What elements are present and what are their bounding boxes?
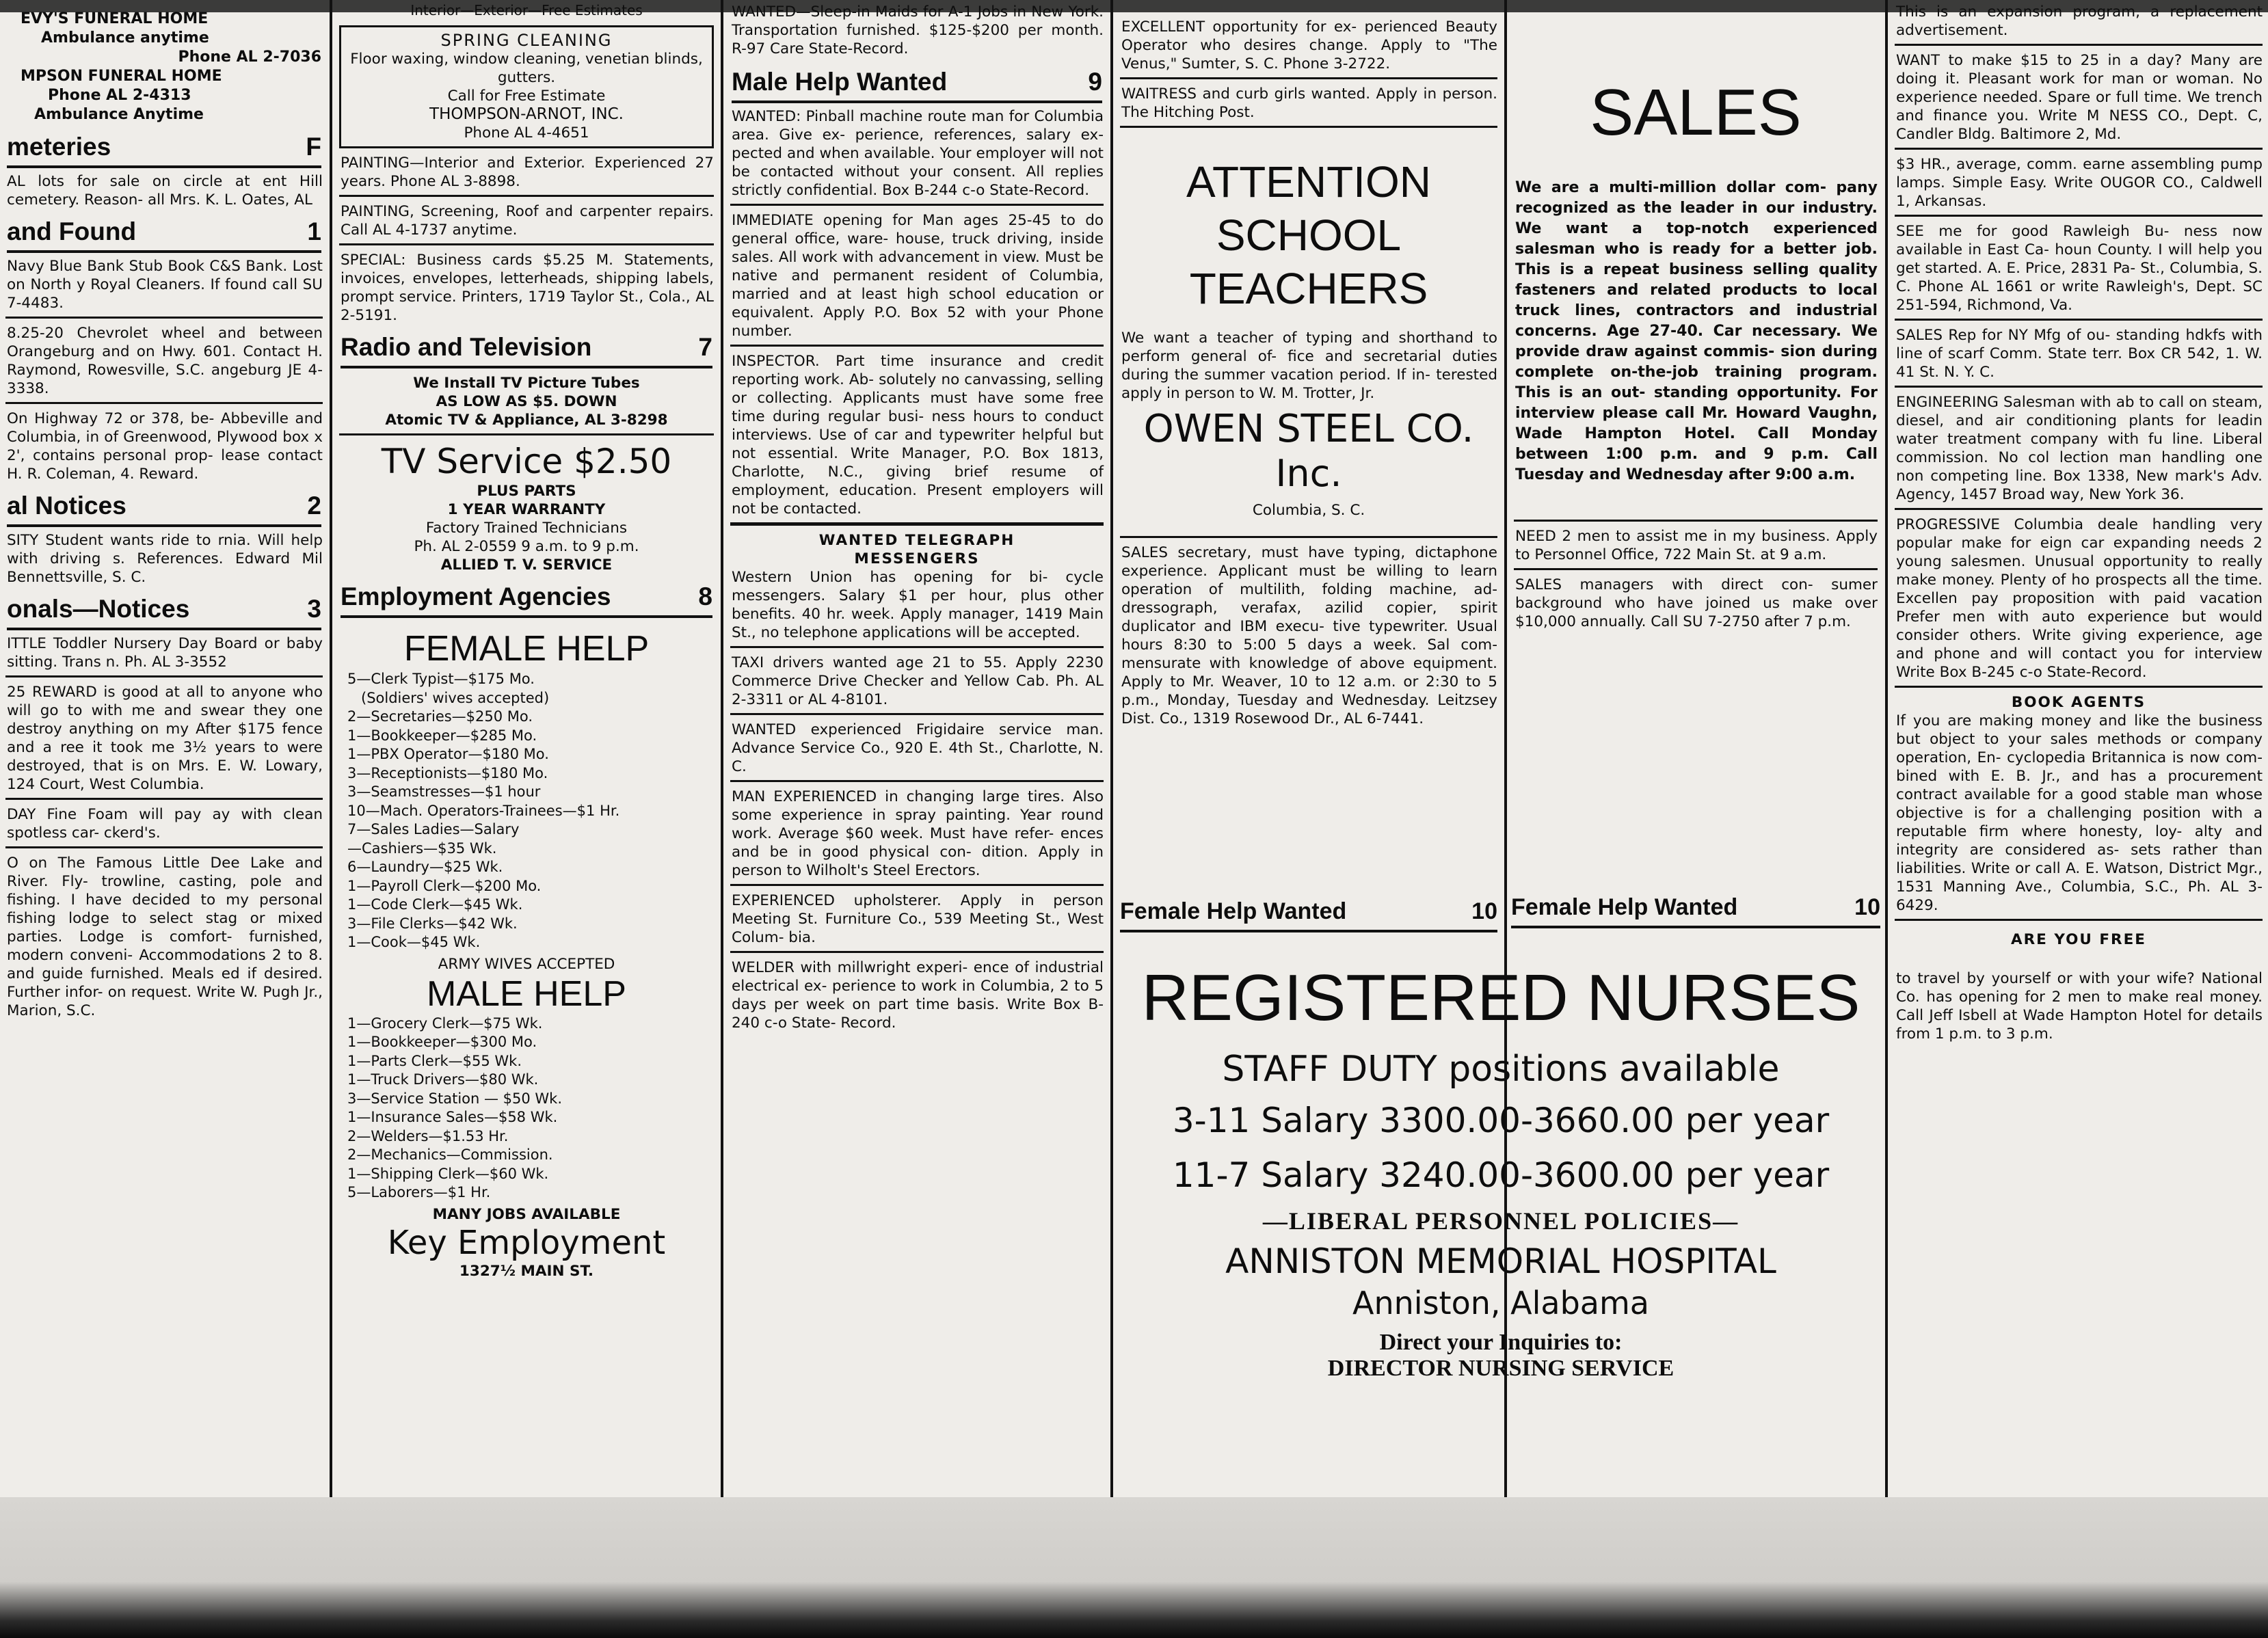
classified-ad: WAITRESS and curb girls wanted. Apply in person. The Hitching Post.: [1121, 85, 1497, 121]
column-rule: [721, 0, 723, 1504]
hospital-city: Anniston, Alabama: [1352, 1285, 1649, 1321]
classified-ad: WANTED: Pinball machine route man for Columbia area. Give ex- perience, references, salary ex- pected and when available. Your employer will not be contacted without your consent. All replies strictly confidential. Box B-244 c-o State-Record.: [732, 108, 1104, 199]
ad-line: Atomic TV & Appliance, AL 3-8298: [385, 412, 668, 429]
list-item: 3—File Clerks—$42 Wk.: [347, 915, 518, 932]
column-2: [334, 0, 719, 1497]
list-item: 1—Code Clerk—$45 Wk.: [347, 896, 523, 913]
staff-duty-line: [1128, 1045, 1873, 1093]
classified-ad: Navy Blue Bank Stub Book C&S Bank. Lost on North y Royal Cleaners. If found call SU 7-4483.: [7, 258, 323, 312]
salary-line: 3-11 Salary 3300.00-3660.00 per year: [1172, 1101, 1830, 1140]
scan-bottom-margin: [0, 1497, 2268, 1638]
classified-ad: PAINTING, Screening, Roof and carpenter repairs. Call AL 4-1737 anytime.: [341, 203, 714, 239]
ad-title: MESSENGERS: [854, 550, 980, 567]
classified-ad: Western Union has opening for bi- cycle messengers. Salary $1 per hour, plus other benefits. 40 hr. week. Apply manager, 1419 Main St., no telephone applications will be accepted.: [732, 569, 1104, 641]
classified-ad: SALES managers with direct con- sumer background who have joined us make over $10,000 annually. Call SU 7-2750 after 7 p.m.: [1515, 576, 1878, 630]
classified-ad: NEED 2 men to assist me in my business. Apply to Personnel Office, 722 Main St. at 9 a.m.: [1515, 528, 1878, 563]
section-header-radio-tv: Radio and Television 7: [341, 332, 712, 368]
ad-line: Factory Trained Technicians: [425, 520, 628, 537]
positions-text: positions available: [1448, 1049, 1780, 1090]
registered-nurses-ad: [1128, 940, 1873, 1382]
classified-ad: TAXI drivers wanted age 21 to 55. Apply 2230 Commerce Drive Checker and Yellow Cab. Ph. AL 2-3311 or AL 4-8101.: [732, 654, 1104, 708]
column-3: [725, 0, 1109, 1497]
nurses-title: REGISTERED NURSES: [1141, 961, 1860, 1034]
many-jobs-note: MANY JOBS AVAILABLE: [432, 1205, 621, 1223]
list-item: 2—Welders—$1.53 Hr.: [347, 1127, 509, 1144]
section-header-female-help-right: Female Help Wanted 10: [1508, 891, 1883, 928]
classified-ad: This is an expansion program, a replacement advertisement.: [1896, 3, 2263, 39]
classified-ad: ITTLE Toddler Nursery Day Board or baby sitting. Trans n. Ph. AL 3-3552: [7, 635, 323, 671]
classified-ad: WANTED experienced Frigidaire service man. Advance Service Co., 920 E. 4th St., Charlotte, N. C.: [732, 721, 1104, 775]
ad-line: PLUS PARTS: [477, 483, 576, 500]
tv-tubes-ad: [334, 374, 719, 429]
army-wives-note: ARMY WIVES ACCEPTED: [438, 955, 615, 973]
tv-service-ad: [334, 441, 719, 574]
section-header-personals: onals—Notices 3: [7, 593, 321, 630]
phone-text: Phone AL 2-4313: [48, 87, 191, 104]
list-item: 1—Shipping Clerk—$60 Wk.: [347, 1165, 549, 1182]
list-item: 1—Payroll Clerk—$200 Mo.: [347, 877, 542, 894]
ad-title: BOOK AGENTS: [2011, 694, 2146, 711]
column-rule: [1110, 0, 1113, 1504]
section-header-special-notices: al Notices 2: [7, 490, 321, 527]
classified-ad: O on The Famous Little Dee Lake and River. Fly- trowline, casting, pole and fishing. I have decided to my personal fishing lodge to select stag or mixed parties. Lodge is comfort- furnished, modern conveni- Accommodations 2 to 8. and guide furnished. Meals ed if desired. Further infor- on request. Write W. Pugh Jr., Marion, S.C.: [7, 855, 323, 1019]
classified-ad: SALES secretary, must have typing, dictaphone experience. Applicant must be willing to learn operation of multilith, folding machine, ad- dressograph, verafax, azilid copier, spirit duplicator and IBM execu- tive typewriter. Usual hours 8:30 to 5:00 5 days a week. Sal com- mensurate with knowledge of above equipment. Apply to Mr. Weaver, 10 to 12 a.m. or 2:30 to 5 p.m., Monday, Tuesday and Wednesday. Leitzsey Dist. Co., 1319 Rosewood Dr., AL 6-7441.: [1121, 544, 1497, 727]
classified-ad: IMMEDIATE opening for Man ages 25-45 to do general office, ware- house, truck driving, inside sales. All work with advancement in view. Must be native and permanent resident of Columbia, married and at least high school education or equivalent. Apply P.O. Box 52 with your Phone number.: [732, 212, 1104, 340]
classified-ad: $3 HR., average, comm. earne assembling pump lamps. Simple Easy. Write OUGOR CO., Caldwell 1, Arkansas.: [1896, 156, 2263, 210]
ad-company: ALLIED T. V. SERVICE: [440, 556, 613, 574]
list-item: 6—Laundry—$25 Wk.: [347, 859, 503, 875]
owen-steel-name: OWEN STEEL CO.: [1143, 407, 1474, 451]
classified-ad: On Highway 72 or 378, be- Abbeville and Columbia, in of Greenwood, Plywood box x 2', contains personal prop- lease contact H. R. Coleman, 4. Reward.: [7, 410, 323, 483]
ad-phone: Phone AL 4-4651: [464, 124, 589, 142]
list-item: 3—Service Station — $50 Wk.: [347, 1090, 563, 1107]
ad-company: THOMPSON-ARNOT, INC.: [429, 105, 624, 123]
ad-body: Call for Free Estimate: [447, 88, 606, 105]
list-item: —Cashiers—$35 Wk.: [347, 840, 497, 857]
section-header-lost-found: and Found 1: [7, 216, 321, 253]
list-item: 10—Mach. Operators-Trainees—$1 Hr.: [347, 802, 620, 819]
sales-title: SALES: [1590, 76, 1802, 149]
classified-ad: WANTED—Sleep-in Maids for A-1 Jobs in New York. Transportation furnished. $125-$200 per month. R-97 Care State-Record.: [732, 3, 1104, 57]
list-item: 1—Bookkeeper—$285 Mo.: [347, 727, 537, 744]
classified-ad: EXCELLENT opportunity for ex- perienced Beauty Operator who desires change. Apply to "The Venus," Sumter, S. C. Phone 3-2722.: [1121, 18, 1497, 72]
female-job-list: [347, 670, 712, 952]
list-item: 1—Grocery Clerk—$75 Wk.: [347, 1015, 543, 1032]
key-employment-title: Key Employment: [387, 1223, 666, 1262]
column-1: [0, 0, 328, 1497]
list-item: 1—Insurance Sales—$58 Wk.: [347, 1109, 558, 1125]
key-employment-address: 1327½ MAIN ST.: [459, 1262, 594, 1280]
male-help-title: MALE HELP: [427, 974, 626, 1014]
salary-line: 11-7 Salary 3240.00-3600.00 per year: [1172, 1155, 1830, 1195]
ad-line: Ph. AL 2-0559 9 a.m. to 9 p.m.: [414, 538, 639, 555]
attention-title: ATTENTION: [1186, 157, 1431, 206]
classified-ad: DAY Fine Foam will pay ay with clean spotless car- ckerd's.: [7, 806, 323, 842]
classified-ad: Interior—Exterior—Free Estimates: [410, 2, 643, 18]
classified-ad: MAN EXPERIENCED in changing large tires. Also some experience in spray painting. Year round work. Average $60 week. Must have refer- ences and be in good physical con- dition. Apply in person to Wilholt's Steel Erectors.: [732, 788, 1104, 879]
school-teachers-title: SCHOOL TEACHERS: [1189, 211, 1428, 313]
section-header-male-help: Male Help Wanted 9: [732, 66, 1102, 103]
ad-title: ARE YOU FREE: [2010, 931, 2146, 948]
owen-steel-inc: Inc.: [1275, 452, 1342, 495]
classified-ad: EXPERIENCED upholsterer. Apply in person Meeting St. Furniture Co., 539 Meeting St., West Colum- bia.: [732, 892, 1104, 946]
list-item: 1—Parts Clerk—$55 Wk.: [347, 1052, 522, 1069]
ad-title: SPRING CLEANING: [440, 31, 613, 50]
classified-ad: PROGRESSIVE Columbia deale handling very popular make for eign car expanding needs 2 young salesmen. Unusual opportunity to really make money. Plenty of ho prospects all the time. Excellen pay proposition with paid vacation Prefer men with auto experience but would consider others. Write giving experience, age and phone and will contact you for interview Write Box B-245 c-o State-Record.: [1896, 516, 2263, 681]
column-rule: [1885, 0, 1888, 1504]
ad-line: We Install TV Picture Tubes: [413, 375, 640, 392]
classified-ad: 25 REWARD is good at all to anyone who will go to with me and swear they one destroy anything on my After $175 fence and a ree it took me 3½ years to were destroyed, that is on Mrs. E. W. Lowary, 124 Court, West Columbia.: [7, 684, 323, 793]
classified-ad: SPECIAL: Business cards $5.25 M. Statements, invoices, envelopes, letterheads, shipping labels, prompt service. Printers, 1719 Taylor St., Cola., AL 2-5191.: [341, 252, 714, 324]
classified-ad: If you are making money and like the business but object to your sales methods or company operation, En- cyclopedia Britannica is now com- bined with E. B. Jr., and has a procurement contract available for a good stable man whose objective is for a challenging position with a reputable firm where honesty, loy- alty and integrity are considered as- sets rather than liabilities. Write or call A. E. Watson, District Mgr., 1531 Manning Ave., Columbia, S.C., Ph. AL 3-6429.: [1896, 712, 2263, 914]
funeral-home-name: MPSON FUNERAL HOME: [21, 68, 222, 85]
list-item: 1—Bookkeeper—$300 Mo.: [347, 1034, 537, 1050]
owen-steel-city: Columbia, S. C.: [1252, 502, 1365, 519]
list-item: (Soldiers' wives accepted): [361, 689, 550, 706]
classified-ad: SEE me for good Rawleigh Bu- ness now available in East Ca- houn County. I will help you get started. A. E. Price, 2831 Pa- St., Columbia, S. C. Phone AL 1661 or write Rawleigh's, Dept. SC 251-594, Richmond, Va.: [1896, 223, 2263, 314]
list-item: 5—Laborers—$1 Hr.: [347, 1184, 491, 1200]
director-text: DIRECTOR NURSING SERVICE: [1327, 1356, 1675, 1381]
classified-ad: SITY Student wants ride to rnia. Will help with driving s. References. Edward Mil Bennettsville, S. C.: [7, 532, 323, 586]
list-item: 3—Seamstresses—$1 hour: [347, 783, 541, 800]
classified-ad: We want a teacher of typing and shorthand to perform general of- fice and secretarial duties during the summer vacation period. If in- terested apply in person to W. M. Trotter, Jr.: [1121, 330, 1497, 402]
spring-cleaning-box: [339, 25, 714, 148]
section-header-cemeteries: meteries F: [7, 131, 321, 168]
list-item: 2—Mechanics—Commission.: [347, 1146, 553, 1163]
classified-ad: WANT to make $15 to 25 in a day? Many are doing it. Pleasant work for man or woman. No experience needed. Spare or full time. We trench and finance you. Write M NESS CO., Dept. C, Candler Bldg. Baltimore 2, Md.: [1896, 52, 2263, 143]
list-item: 1—PBX Operator—$180 Mo.: [347, 746, 549, 762]
column-6: [1889, 0, 2268, 1497]
section-header-employment-agencies: Employment Agencies 8: [341, 581, 712, 618]
list-item: 1—Cook—$45 Wk.: [347, 934, 481, 950]
ad-line: AS LOW AS $5. DOWN: [436, 393, 617, 410]
funeral-homes: [21, 10, 321, 124]
ad-title: TV Service $2.50: [381, 442, 672, 481]
classified-ad: WELDER with millwright experi- ence of industrial electrical ex- perience to work in Columbia, 2 to 5 days per week on part time basis. Write Box B-240 c-o State- Record.: [732, 959, 1104, 1032]
classified-ad: PAINTING—Interior and Exterior. Experienced 27 years. Phone AL 3-8898.: [341, 155, 714, 190]
hospital-name: ANNISTON MEMORIAL HOSPITAL: [1225, 1241, 1776, 1281]
female-help-title: FEMALE HELP: [403, 629, 650, 669]
classified-ad: We are a multi-million dollar com- pany recognized as the leader in our industry. We want a top-notch experienced salesman who is ready for a better job. This is a repeat business selling quality fasteners and related products to local truck lines, contractors and industrial concerns. Age 27-40. Car necessary. We provide draw against commis- sion during complete on-the-job training program. This is an out- standing opportunity. For interview please call Mr. Howard Vaughn, Wade Hampton Hotel. Call Monday between 1:00 p.m. and 9 p.m. Call Tuesday and Wednesday after 9:00 a.m.: [1515, 179, 1878, 483]
column-rule: [330, 0, 332, 1504]
list-item: 2—Secretaries—$250 Mo.: [347, 708, 533, 725]
male-job-list: [347, 1015, 712, 1203]
classified-ad: ENGINEERING Salesman with ab to call on steam, diesel, and air conditioning plants for leadin water treatment company with fu line. Liberal commission. No col lection man handling one non competing line. Box 1338, New mark's Adv. Agency, 1457 Broad way, New York 36.: [1896, 394, 2263, 503]
ad-line: 1 YEAR WARRANTY: [447, 501, 606, 518]
ad-title: WANTED TELEGRAPH: [818, 532, 1015, 549]
list-item: 7—Sales Ladies—Salary: [347, 821, 520, 837]
list-item: 5—Clerk Typist—$175 Mo.: [347, 671, 535, 687]
classified-ad: 8.25-20 Chevrolet wheel and between Orangeburg and on Hwy. 601. Contact H. Raymond, Rowesville, S.C. angeburg JE 4-3338.: [7, 325, 323, 397]
section-header-female-help-left: Female Help Wanted 10: [1117, 896, 1500, 932]
classified-ad: INSPECTOR. Part time insurance and credit reporting work. Ab- solutely no canvassing, selling or collecting. Applicants must have some free time during regular busi- ness hours to conduct interviews. Use of car and typewriter helpful but not essential. Write Manager, P.O. Box 1813, Charlotte, N.C., giving brief resume of employment, education. Present employers will not be contacted.: [732, 353, 1104, 518]
list-item: 1—Truck Drivers—$80 Wk.: [347, 1071, 539, 1088]
ambulance-text: Ambulance anytime: [41, 29, 209, 46]
staff-duty-text: STAFF DUTY: [1222, 1049, 1437, 1090]
classified-ad: to travel by yourself or with your wife? National Co. has opening for 2 men to make real money. Call Jeff Isbell at Wade Hampton Hotel for details from 1 p.m. to 3 p.m.: [1896, 970, 2263, 1043]
classified-ad: AL lots for sale on circle at ent Hill cemetery. Reason- all Mrs. K. L. Oates, AL: [7, 173, 323, 209]
inquiries-text: Direct your Inquiries to:: [1379, 1330, 1623, 1355]
funeral-home-name: EVY'S FUNERAL HOME: [21, 10, 209, 27]
ambulance-text: Ambulance Anytime: [34, 106, 204, 123]
phone-text: Phone AL 2-7036: [178, 49, 321, 66]
ad-body: Floor waxing, window cleaning, venetian blinds, gutters.: [350, 51, 703, 86]
list-item: 3—Receptionists—$180 Mo.: [347, 764, 548, 781]
classified-ad: SALES Rep for NY Mfg of ou- standing hdkfs with line of scarf Comm. State terr. Box CR 542, 1. W. 41 St. N. Y. C.: [1896, 327, 2263, 381]
liberal-policies: —LIBERAL PERSONNEL POLICIES—: [1262, 1207, 1739, 1235]
